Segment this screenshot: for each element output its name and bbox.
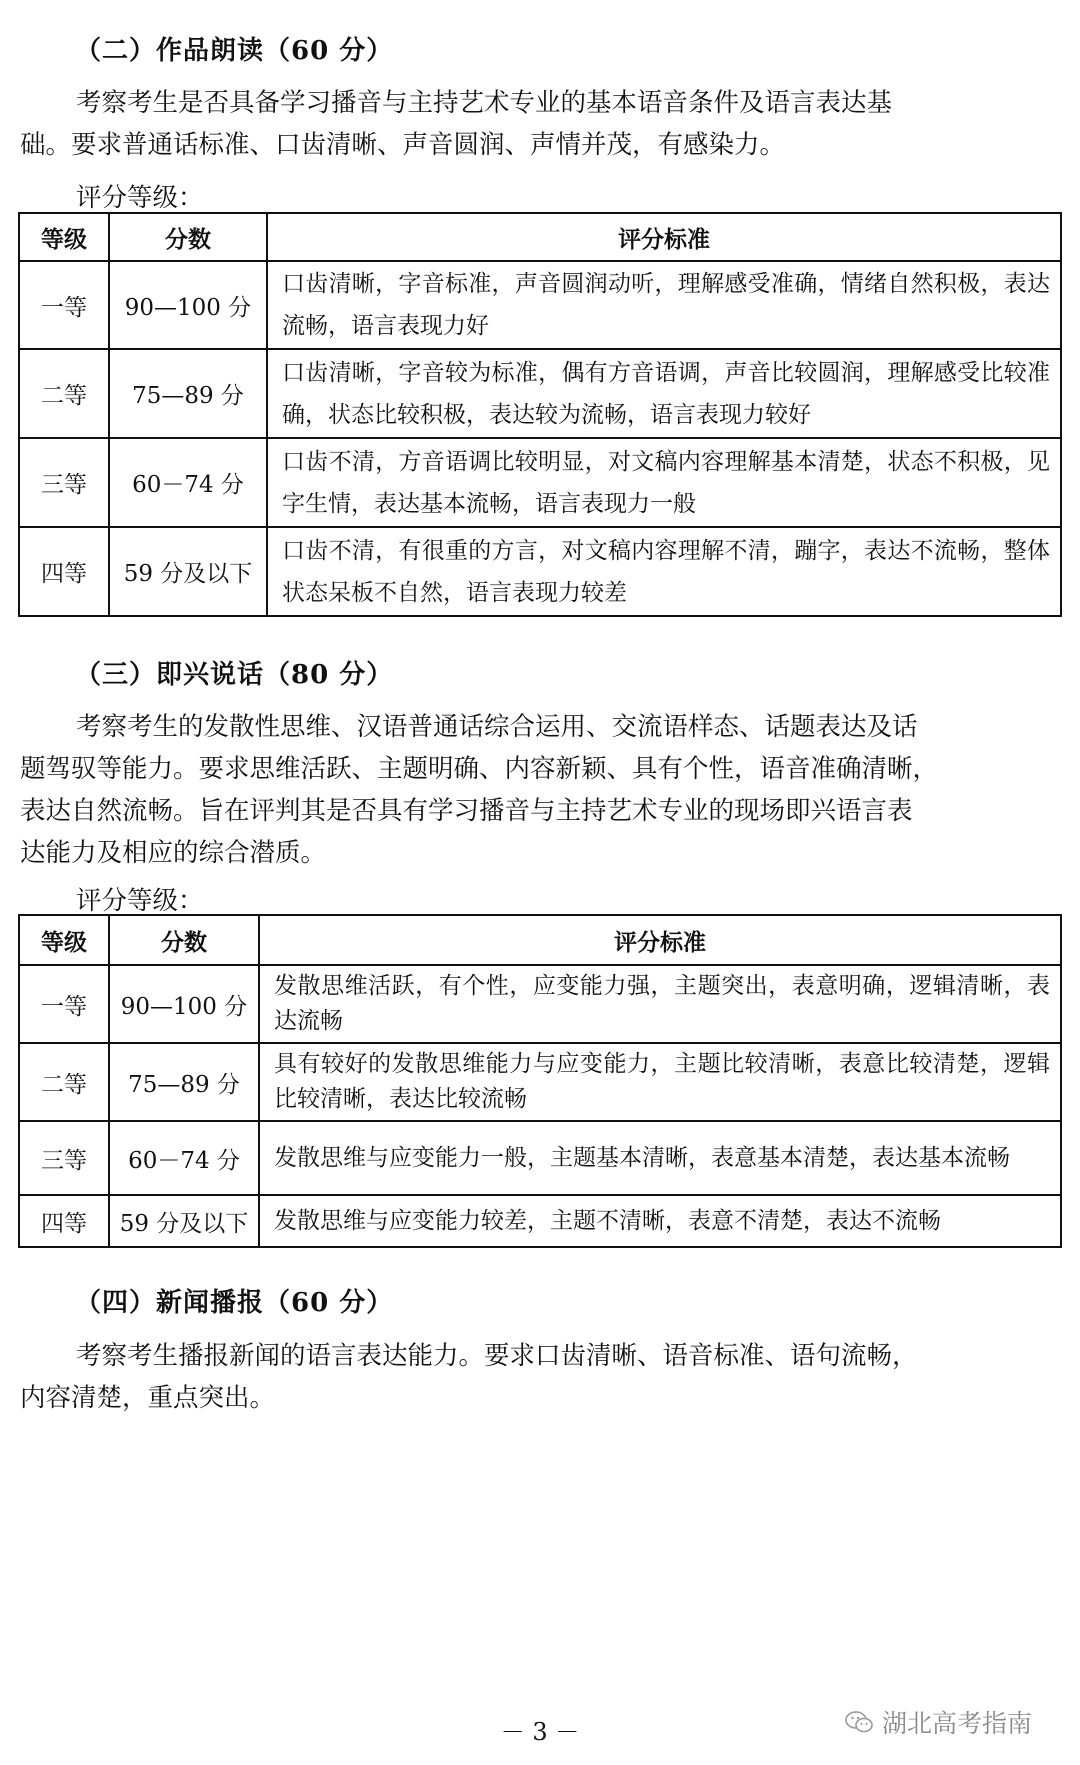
grade-cell: 三等 [19,438,109,527]
standard-cell: 口齿不清，有很重的方言，对文稿内容理解不清，蹦字，表达不流畅，整体状态呆板不自然，语言表现力较差 [267,527,1061,616]
section2-para-line-1: 考察考生是否具备学习播音与主持艺术专业的基本语音条件及语言表达基 [76,88,893,118]
standard-cell: 发散思维与应变能力一般，主题基本清晰，表意基本清楚，表达基本流畅 [259,1121,1061,1195]
grade-cell: 三等 [19,1121,109,1195]
table-header-row [19,213,1061,261]
table-row [19,349,1061,438]
section2-para-line-2: 础。要求普通话标准、口齿清晰、声音圆润、声情并茂，有感染力。 [20,130,786,160]
score-cell: 60－74 分 [109,438,267,527]
standard-cell: 发散思维活跃，有个性，应变能力强，主题突出，表意明确，逻辑清晰，表达流畅 [259,965,1061,1043]
section2-grade-label: 评分等级： [76,183,204,213]
section3-heading: （三）即兴说话（80 分） [75,660,394,690]
section3-grade-table [18,914,1062,1248]
header-grade: 等级 [19,213,109,261]
header-score: 分数 [109,915,259,965]
table-row [19,261,1061,349]
section3-para-line-4: 达能力及相应的综合潜质。 [20,838,327,868]
standard-cell: 口齿清晰，字音较为标准，偶有方音语调，声音比较圆润，理解感受比较准确，状态比较积极，表达较为流畅，语言表现力较好 [267,349,1061,438]
section4-paragraph [20,1335,1060,1419]
section3-para-line-2: 题驾驭等能力。要求思维活跃、主题明确、内容新颖、具有个性，语音准确清晰， [20,754,939,784]
section4-heading: （四）新闻播报（60 分） [75,1288,394,1318]
score-cell: 90—100 分 [109,261,267,349]
table-row [19,965,1061,1043]
table-header-row [19,915,1061,965]
page-number: － 3 － [500,1718,580,1746]
grade-cell: 一等 [19,965,109,1043]
section3-para-line-1: 考察考生的发散性思维、汉语普通话综合运用、交流语样态、话题表达及话 [76,712,918,742]
table-row [19,438,1061,527]
standard-cell: 发散思维与应变能力较差，主题不清晰，表意不清楚，表达不流畅 [259,1195,1061,1247]
section3-para-line-3: 表达自然流畅。旨在评判其是否具有学习播音与主持艺术专业的现场即兴语言表 [20,796,913,826]
score-cell: 60－74 分 [109,1121,259,1195]
grade-cell: 四等 [19,527,109,616]
section4-para-line-1: 考察考生播报新闻的语言表达能力。要求口齿清晰、语音标准、语句流畅， [76,1341,918,1371]
table-row [19,1195,1061,1247]
score-cell: 59 分及以下 [109,1195,259,1247]
wechat-icon [844,1709,874,1735]
watermark-text: 湖北高考指南 [881,1709,1032,1738]
standard-cell: 口齿清晰，字音标准，声音圆润动听，理解感受准确，情绪自然积极，表达流畅，语言表现力好 [267,261,1061,349]
grade-cell: 四等 [19,1195,109,1247]
standard-cell: 口齿不清，方音语调比较明显，对文稿内容理解基本清楚，状态不积极，见字生情，表达基本流畅，语言表现力一般 [267,438,1061,527]
section2-paragraph [20,82,1060,166]
table-row [19,1121,1061,1195]
standard-cell: 具有较好的发散思维能力与应变能力，主题比较清晰，表意比较清楚，逻辑比较清晰，表达比较流畅 [259,1043,1061,1121]
header-grade: 等级 [19,915,109,965]
section2-grade-table [18,212,1062,617]
section2-heading: （二）作品朗读（60 分） [75,36,394,66]
watermark [844,1704,1032,1740]
score-cell: 90—100 分 [109,965,259,1043]
header-standard: 评分标准 [259,915,1061,965]
header-score: 分数 [109,213,267,261]
grade-cell: 二等 [19,1043,109,1121]
score-cell: 75—89 分 [109,1043,259,1121]
section3-grade-label: 评分等级： [76,886,204,916]
section3-paragraph [20,706,1060,874]
score-cell: 59 分及以下 [109,527,267,616]
table-row [19,1043,1061,1121]
grade-cell: 二等 [19,349,109,438]
score-cell: 75—89 分 [109,349,267,438]
table-row [19,527,1061,616]
grade-cell: 一等 [19,261,109,349]
header-standard: 评分标准 [267,213,1061,261]
section4-para-line-2: 内容清楚，重点突出。 [20,1383,276,1413]
